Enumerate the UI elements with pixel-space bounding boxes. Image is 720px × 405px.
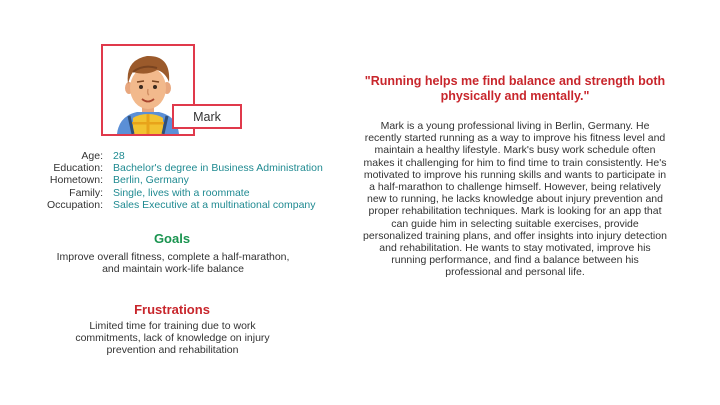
fact-family <box>30 187 323 199</box>
fact-label: Education: <box>53 162 103 175</box>
fact-value: 28 <box>113 150 125 162</box>
fact-label: Occupation: <box>46 198 103 211</box>
fact-value: Single, lives with a roommate <box>113 186 250 199</box>
fact-label: Hometown: <box>49 174 103 187</box>
frustrations-heading: Frustrations <box>134 302 210 317</box>
persona-quote: "Running helps me find balance and strength both physically and mentally." <box>364 74 666 103</box>
goals-heading: Goals <box>153 231 191 246</box>
fact-value: Sales Executive at a multinational company <box>113 198 316 211</box>
fact-hometown <box>30 174 323 186</box>
frustrations-text: Limited time for training due to work commitments, lack of knowledge on injury prevention and rehabilitation <box>75 320 270 357</box>
fact-age <box>30 150 323 162</box>
fact-label: Age: <box>81 150 103 162</box>
fact-value: Bachelor's degree in Business Administration <box>113 162 323 175</box>
persona-facts <box>30 150 323 211</box>
persona-bio: Mark is a young professional living in Berlin, Germany. He recently started running as a way to improve his fitness level and maintain a healthy lifestyle. Mark's busy work schedule often makes it challenging for him to find time to train consistently. He's motivated to improve his running skills and wants to participate in a half-marathon to challenge himself. However, being relatively new to running, he lacks knowledge about injury prevention and proper rehabilitation techniques. Mark is looking for an app that can guide him in selecting suitable exercises, provide personalized training plans, and offer insights into injury detection and rehabilitation. He wants to stay motivated, improve his running performance, and find a balance between his professional and personal life. <box>363 120 667 279</box>
fact-education <box>30 162 323 174</box>
fact-label: Family: <box>69 186 103 199</box>
fact-value: Berlin, Germany <box>113 174 189 187</box>
goals-text: Improve overall fitness, complete a half-marathon, and maintain work-life balance <box>56 251 290 276</box>
fact-occupation <box>30 199 323 211</box>
persona-name: Mark <box>172 104 242 129</box>
